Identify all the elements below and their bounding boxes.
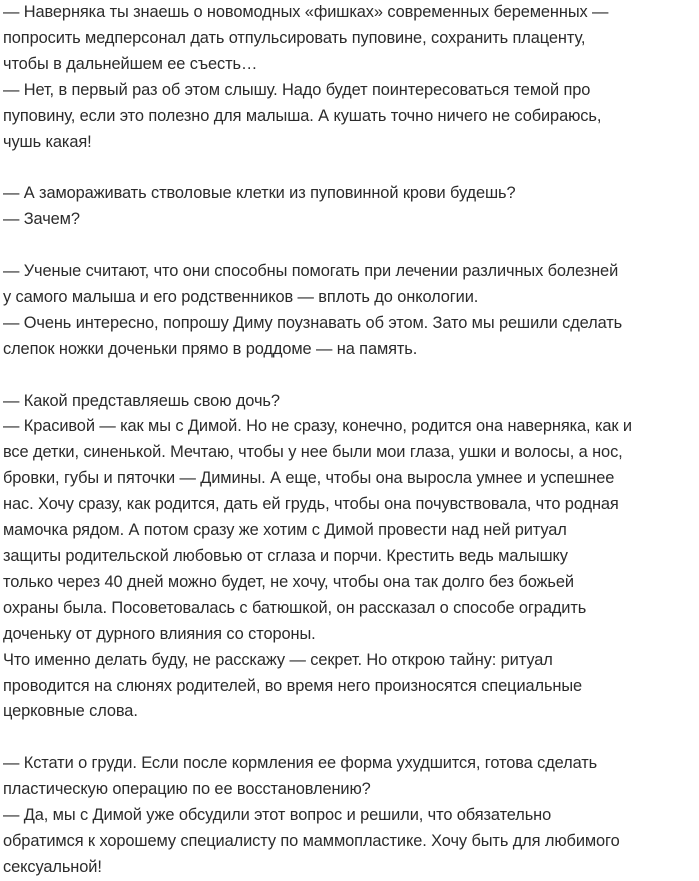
text-line: все детки, синенькой. Мечтаю, чтобы у нее были мои глаза, ушки и волосы, а нос, xyxy=(3,443,623,462)
paragraph-placenta xyxy=(3,0,699,155)
text-line: чтобы в дальнейшем ее съесть… xyxy=(3,54,258,73)
text-line: у самого малыша и его родственников — вплоть до онкологии. xyxy=(3,287,479,306)
text-line: — Очень интересно, попрошу Диму поузнавать об этом. Зато мы решили сделать xyxy=(3,313,623,332)
text-line: защиты родительской любовью от сглаза и порчи. Крестить ведь малышку xyxy=(3,546,568,565)
text-line: нас. Хочу сразу, как родится, дать ей грудь, чтобы она почувствовала, что родная xyxy=(3,495,619,514)
text-line: — А замораживать стволовые клетки из пуповинной крови будешь? xyxy=(3,184,516,203)
text-line: слепок ножки доченьки прямо в роддоме — на память. xyxy=(3,339,418,358)
text-line: пластическую операцию по ее восстановлению? xyxy=(3,780,371,799)
text-line: пуповину, если это полезно для малыша. А кушать точно ничего не собираюсь, xyxy=(3,106,602,125)
text-line: — Красивой — как мы с Димой. Но не сразу, конечно, родится она наверняка, как и xyxy=(3,417,632,436)
text-line: — Зачем? xyxy=(3,210,80,229)
paragraph-surgery xyxy=(3,751,699,881)
text-line: попросить медперсонал дать отпульсировать пуповине, сохранить плаценту, xyxy=(3,28,586,47)
paragraph-daughter xyxy=(3,389,699,726)
text-line: — Нет, в первый раз об этом слышу. Надо будет поинтересоваться темой про xyxy=(3,80,591,99)
text-line: охраны была. Посоветовалась с батюшкой, он рассказал о способе оградить xyxy=(3,598,587,617)
text-line: проводится на слюнях родителей, во время него произносятся специальные xyxy=(3,676,583,695)
paragraph-scientists xyxy=(3,259,699,363)
text-line: сексуальной! xyxy=(3,857,102,876)
text-line: церковные слова. xyxy=(3,702,138,721)
text-line: — Кстати о груди. Если после кормления ее форма ухудшится, готова сделать xyxy=(3,754,598,773)
text-line: доченьку от дурного влияния со стороны. xyxy=(3,624,316,643)
text-line: — Ученые считают, что они способны помогать при лечении различных болезней xyxy=(3,262,619,281)
text-line: только через 40 дней можно будет, не хочу, чтобы она так долго без божьей xyxy=(3,572,574,591)
text-line: бровки, губы и пяточки — Димины. А еще, чтобы она выросла умнее и успешнее xyxy=(3,469,615,488)
text-line: чушь какая! xyxy=(3,132,92,151)
paragraph-stem-cells xyxy=(3,181,699,233)
text-line: — Какой представляешь свою дочь? xyxy=(3,391,280,410)
text-line: — Да, мы с Димой уже обсудили этот вопрос и решили, что обязательно xyxy=(3,806,552,825)
text-line: — Наверняка ты знаешь о новомодных «фишках» современных беременных — xyxy=(3,3,609,21)
text-line: Что именно делать буду, не расскажу — секрет. Но открою тайну: ритуал xyxy=(3,650,553,669)
text-line: обратимся к хорошему специалисту по маммопластике. Хочу быть для любимого xyxy=(3,831,620,850)
text-line: мамочка рядом. А потом сразу же хотим с Димой провести над ней ритуал xyxy=(3,521,567,540)
